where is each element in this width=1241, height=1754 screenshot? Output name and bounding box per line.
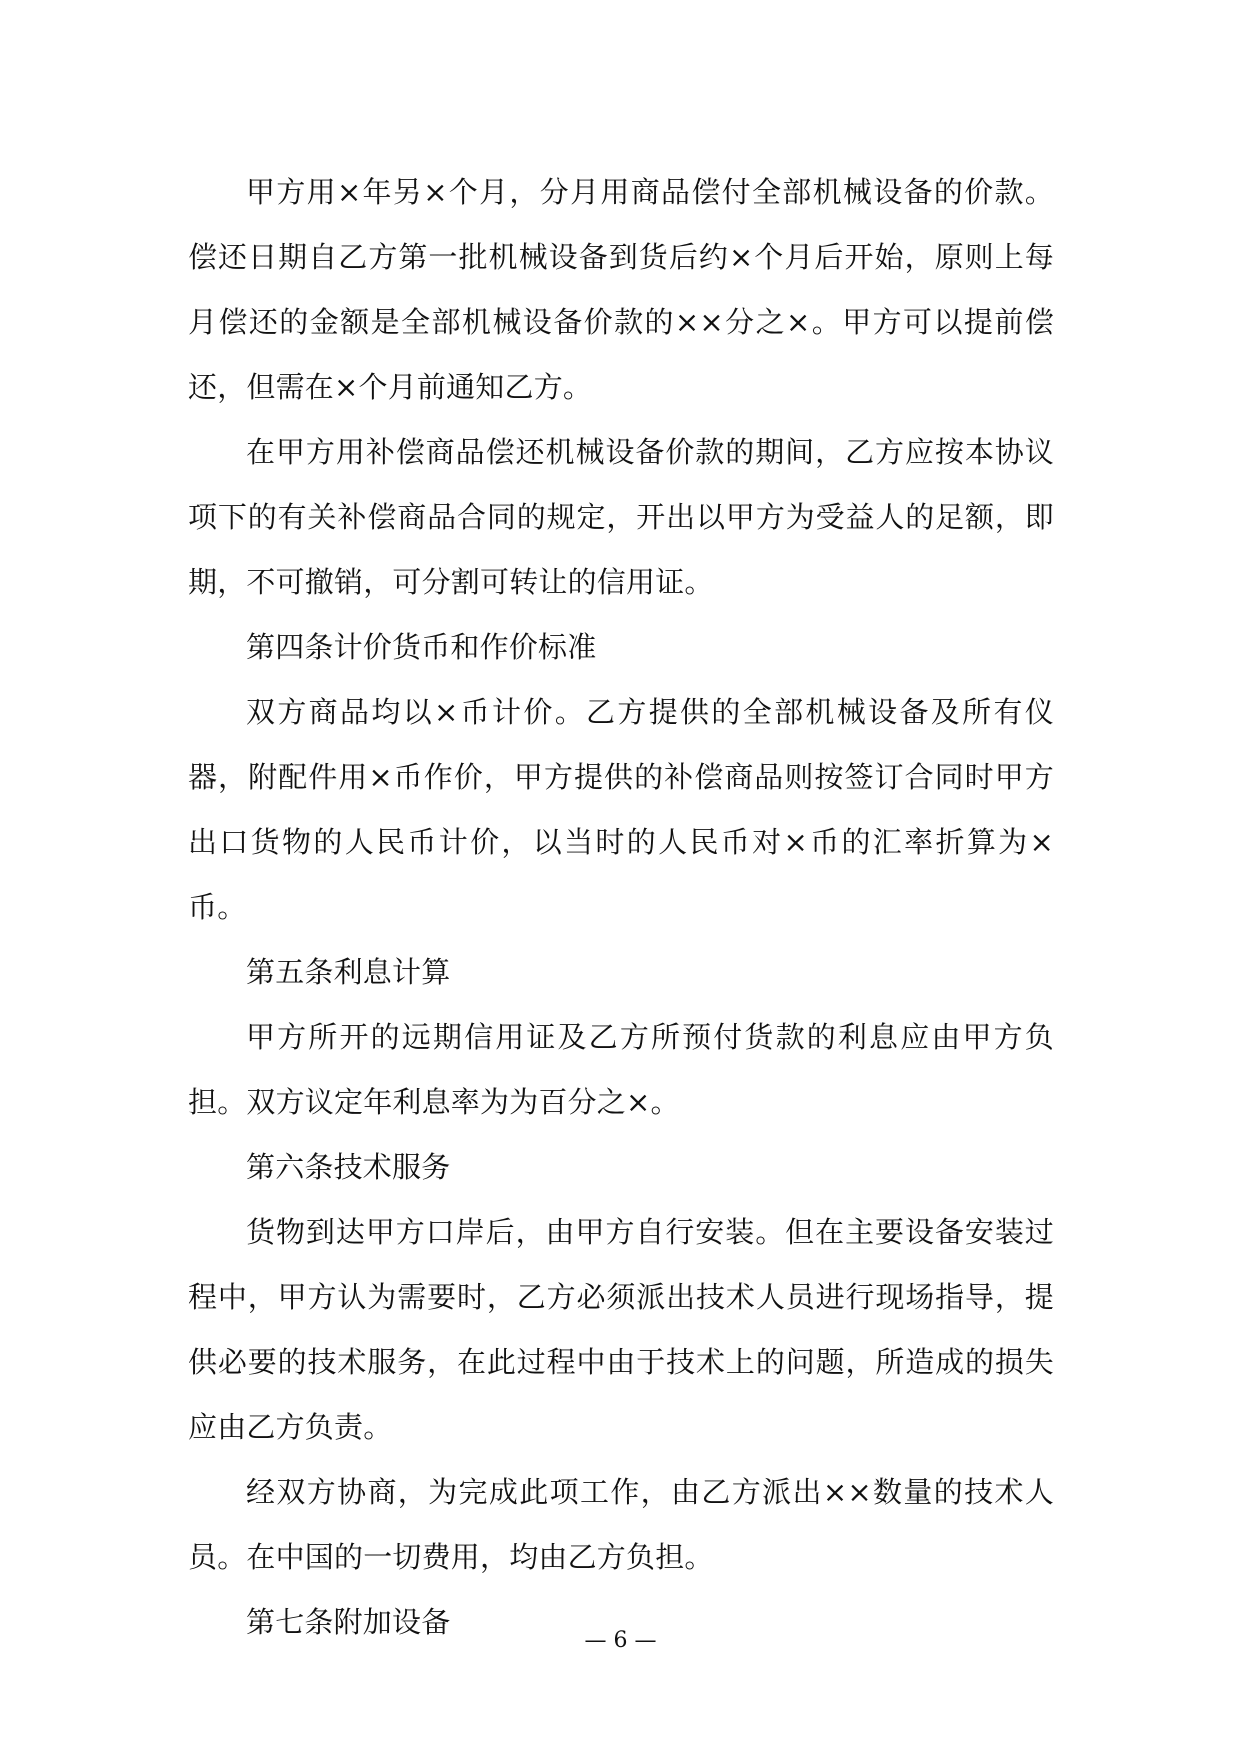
document-body xyxy=(188,160,1054,1655)
paragraph-letter-of-credit: 在甲方用补偿商品偿还机械设备价款的期间，乙方应按本协议项下的有关补偿商品合同的规定，开出以甲方为受益人的足额，即期，不可撤销，可分割可转让的信用证。 xyxy=(188,435,1054,599)
heading-article-4: 第四条计价货币和作价标准 xyxy=(246,630,597,664)
paragraph-interest: 甲方所开的远期信用证及乙方所预付货款的利息应由甲方负担。双方议定年利息率为为百分之×。 xyxy=(188,1020,1054,1119)
page-number: — 6 — xyxy=(584,1628,657,1653)
paragraph-repayment-schedule: 甲方用×年另×个月，分月用商品偿付全部机械设备的价款。偿还日期自乙方第一批机械设备到货后约×个月后开始，原则上每月偿还的金额是全部机械设备价款的××分之×。甲方可以提前偿还，但需在×个月前通知乙方。 xyxy=(188,175,1054,404)
heading-article-5: 第五条利息计算 xyxy=(246,955,451,989)
heading-article-7: 第七条附加设备 xyxy=(246,1605,451,1639)
heading-article-6: 第六条技术服务 xyxy=(246,1150,451,1184)
paragraph-technical-staff: 经双方协商，为完成此项工作，由乙方派出××数量的技术人员。在中国的一切费用，均由乙方负担。 xyxy=(188,1475,1054,1574)
paragraph-pricing-currency: 双方商品均以×币计价。乙方提供的全部机械设备及所有仪器，附配件用×币作价，甲方提供的补偿商品则按签订合同时甲方出口货物的人民币计价，以当时的人民币对×币的汇率折算为×币。 xyxy=(188,695,1054,924)
paragraph-technical-service: 货物到达甲方口岸后，由甲方自行安装。但在主要设备安装过程中，甲方认为需要时，乙方必须派出技术人员进行现场指导，提供必要的技术服务，在此过程中由于技术上的问题，所造成的损失应由乙方负责。 xyxy=(188,1215,1054,1444)
